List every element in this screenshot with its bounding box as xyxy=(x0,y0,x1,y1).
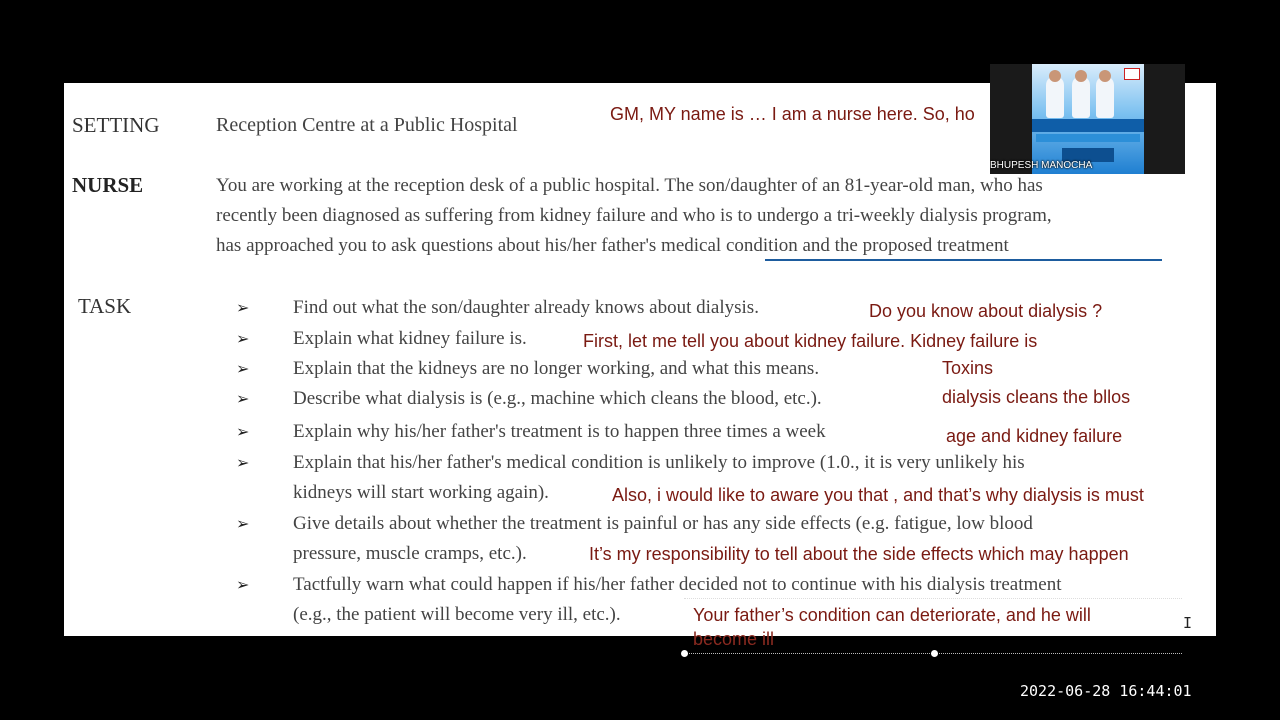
task-text: Tactfully warn what could happen if his/her father decided not to continue with his dialysis treatment xyxy=(293,574,1062,595)
arrow-bullet-icon: ➢ xyxy=(236,361,250,378)
presenter-video-overlay xyxy=(990,64,1185,174)
task-label: TASK xyxy=(78,294,132,318)
annotation-textbox-line2[interactable]: become ill xyxy=(693,629,775,649)
resize-handle[interactable] xyxy=(931,650,938,657)
setting-text: Reception Centre at a Public Hospital xyxy=(216,114,518,136)
nurse-label: NURSE xyxy=(72,173,144,197)
task-text-continued: kidneys will start working again). xyxy=(293,482,549,503)
nurse-line-3: has approached you to ask questions about his/her father's medical condition and the proposed treatment xyxy=(216,235,1009,256)
annotation-note: First, let me tell you about kidney failure. Kidney failure is xyxy=(583,331,1038,351)
arrow-bullet-icon: ➢ xyxy=(236,391,250,408)
ink-underline xyxy=(765,259,1162,261)
annotation-note: Also, i would like to aware you that , and that’s why dialysis is must xyxy=(612,485,1144,505)
poster-head xyxy=(1049,70,1061,82)
task-text: Explain what kidney failure is. xyxy=(293,328,527,349)
setting-label: SETTING xyxy=(72,113,160,137)
annotation-greeting: GM, MY name is … I am a nurse here. So, ho xyxy=(610,104,975,124)
resize-handle[interactable] xyxy=(681,650,688,657)
arrow-bullet-icon: ➢ xyxy=(236,300,250,317)
poster-subbanner xyxy=(1036,134,1140,142)
annotation-textbox-line1[interactable]: Your father’s condition can deteriorate, and he will xyxy=(693,605,1091,625)
arrow-bullet-icon: ➢ xyxy=(236,577,250,594)
institute-logo-icon xyxy=(1124,68,1140,80)
recording-timestamp: 2022-06-28 16:44:01 xyxy=(1020,682,1192,700)
promo-poster-image xyxy=(1032,64,1144,174)
task-text: Describe what dialysis is (e.g., machine which cleans the blood, etc.). xyxy=(293,388,822,409)
task-text: Explain that the kidneys are no longer working, and what this means. xyxy=(293,358,820,379)
annotation-note: age and kidney failure xyxy=(946,426,1123,446)
annotation-note: Do you know about dialysis ? xyxy=(869,301,1103,321)
task-text: Explain that his/her father's medical condition is unlikely to improve (1.0., it is very unlikely his xyxy=(293,452,1025,473)
poster-person xyxy=(1072,76,1090,118)
task-text: Find out what the son/daughter already knows about dialysis. xyxy=(293,297,759,318)
nurse-paragraph xyxy=(216,171,1216,261)
arrow-bullet-icon: ➢ xyxy=(236,455,250,472)
presenter-name: BHUPESH MANOCHA xyxy=(990,160,1093,171)
text-cursor-icon: I xyxy=(1183,614,1193,632)
poster-head xyxy=(1075,70,1087,82)
poster-person xyxy=(1046,76,1064,118)
poster-banner xyxy=(1032,119,1144,132)
arrow-bullet-icon: ➢ xyxy=(236,516,250,533)
arrow-bullet-icon: ➢ xyxy=(236,424,250,441)
poster-person xyxy=(1096,76,1114,118)
textbox-border-top xyxy=(684,598,1182,599)
annotation-note: It’s my responsibility to tell about the side effects which may happen xyxy=(589,544,1129,564)
nurse-line-1: You are working at the reception desk of a public hospital. The son/daughter of an 81-year-old man, who has xyxy=(216,175,1043,196)
poster-head xyxy=(1099,70,1111,82)
task-text-continued: (e.g., the patient will become very ill, etc.). xyxy=(293,604,621,625)
nurse-line-2: recently been diagnosed as suffering from kidney failure and who is to undergo a tri-weekly dialysis program, xyxy=(216,205,1052,226)
arrow-bullet-icon: ➢ xyxy=(236,331,250,348)
task-text: Explain why his/her father's treatment is to happen three times a week xyxy=(293,421,826,442)
task-text: Give details about whether the treatment is painful or has any side effects (e.g. fatigue, low blood xyxy=(293,513,1033,534)
task-text-continued: pressure, muscle cramps, etc.). xyxy=(293,543,527,564)
annotation-note: Toxins xyxy=(942,358,994,378)
annotation-note: dialysis cleans the bllos xyxy=(942,387,1131,407)
